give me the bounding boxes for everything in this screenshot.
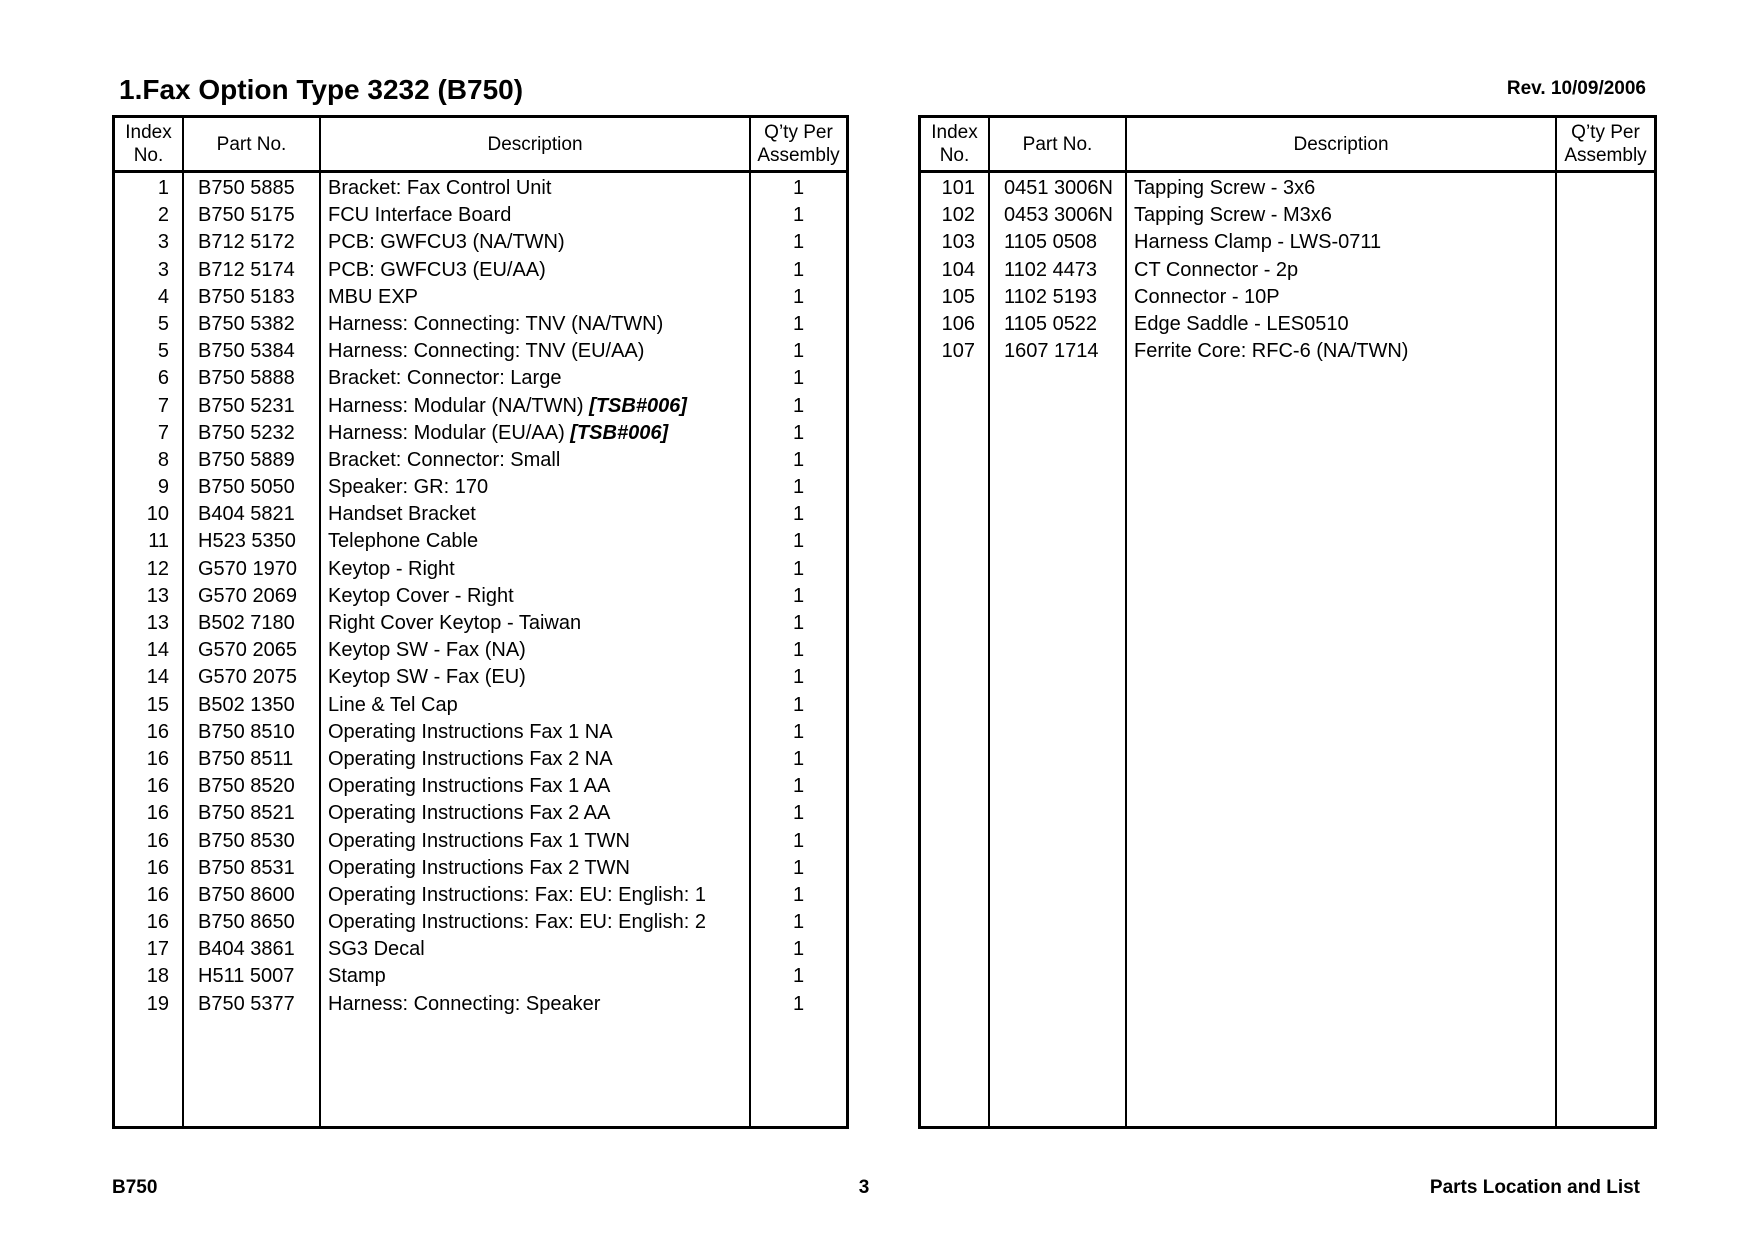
table-row <box>115 418 846 445</box>
index-cell: 12 <box>146 557 169 580</box>
part-number-cell: B750 8521 <box>198 802 295 825</box>
index-cell: 5 <box>157 312 169 335</box>
part-number-cell: B750 8530 <box>198 829 295 852</box>
description-cell <box>328 639 526 662</box>
part-number-cell: B750 5175 <box>198 204 295 227</box>
description-cell <box>328 367 561 390</box>
table-row <box>115 798 846 825</box>
description-cell <box>328 612 581 635</box>
index-cell: 8 <box>157 448 169 471</box>
quantity-cell: 1 <box>792 421 805 444</box>
index-cell: 16 <box>146 802 169 825</box>
footer-model: B750 <box>112 1177 158 1198</box>
tsb-reference: [TSB#006] <box>589 394 687 417</box>
revision-date: Rev. 10/09/2006 <box>1506 78 1646 99</box>
part-number-cell: B502 1350 <box>198 693 295 716</box>
quantity-cell: 1 <box>792 177 805 199</box>
quantity-cell: 1 <box>792 938 805 961</box>
quantity-cell: 1 <box>792 448 805 471</box>
description-cell <box>328 965 386 988</box>
table-row <box>115 499 846 526</box>
index-cell: 14 <box>146 666 169 689</box>
index-cell: 3 <box>157 258 169 281</box>
description-cell <box>328 204 511 227</box>
description-text: Operating Instructions: Fax: EU: English: 2 <box>328 911 706 934</box>
description-text: Bracket: Connector: Large <box>328 367 562 390</box>
table-row <box>115 853 846 880</box>
part-number-cell: B750 5384 <box>198 340 295 363</box>
description-text: Operating Instructions Fax 1 TWN <box>328 829 630 852</box>
description-text: Tapping Screw - 3x6 <box>1134 177 1316 199</box>
index-cell: 1 <box>157 177 169 199</box>
index-cell: 7 <box>157 421 169 444</box>
index-cell: 16 <box>146 775 169 798</box>
description-cell <box>328 857 630 880</box>
quantity-cell: 1 <box>792 312 805 335</box>
table-row <box>921 309 1654 336</box>
table-row <box>115 581 846 608</box>
table-row <box>921 336 1654 363</box>
index-cell: 11 <box>148 530 169 553</box>
description-text: Keytop SW - Fax (EU) <box>328 666 526 689</box>
description-cell <box>328 530 478 553</box>
table-row <box>115 826 846 853</box>
description-text: CT Connector - 2p <box>1134 258 1299 281</box>
part-number-cell: B750 8531 <box>198 856 295 879</box>
index-cell: 7 <box>157 394 169 417</box>
description-cell <box>328 666 526 689</box>
description-cell <box>1134 313 1349 336</box>
description-cell <box>328 938 425 961</box>
index-cell: 5 <box>157 340 169 363</box>
description-text: Ferrite Core: RFC-6 (NA/TWN) <box>1134 340 1409 363</box>
part-number-cell: B750 5183 <box>198 285 295 308</box>
description-text: Harness: Modular (EU/AA) <box>328 421 571 444</box>
table-row <box>115 173 846 200</box>
description-text: Right Cover Keytop - Taiwan <box>328 612 582 634</box>
table-row <box>115 445 846 472</box>
description-text: Handset Bracket <box>328 503 476 526</box>
description-cell <box>328 177 551 200</box>
table-row <box>115 608 846 635</box>
part-number-cell: B750 8600 <box>198 883 295 906</box>
quantity-cell: 1 <box>792 747 805 770</box>
description-cell <box>1134 204 1332 227</box>
quantity-cell: 1 <box>792 911 805 934</box>
description-text: Operating Instructions: Fax: EU: English: 1 <box>328 883 706 906</box>
description-text: Tapping Screw - M3x6 <box>1134 204 1332 227</box>
footer-section: Parts Location and List <box>1429 1177 1640 1198</box>
description-text: Operating Instructions Fax 2 TWN <box>328 856 630 879</box>
table-row <box>115 282 846 309</box>
table-row <box>115 635 846 662</box>
table-row <box>115 227 846 254</box>
header-part-no: Part No. <box>216 133 287 155</box>
quantity-cell: 1 <box>792 503 805 526</box>
description-cell <box>328 694 458 717</box>
description-cell <box>328 721 613 744</box>
header-description: Description <box>487 133 583 155</box>
description-cell <box>328 259 546 282</box>
description-text: Operating Instructions Fax 2 AA <box>328 802 611 825</box>
part-number-cell: 0453 3006N <box>1004 204 1113 227</box>
table-row <box>921 200 1654 227</box>
part-number-cell: B712 5174 <box>198 258 295 281</box>
index-cell: 10 <box>146 503 169 526</box>
header-qty-line1: Q’ty Per <box>764 122 833 143</box>
description-cell <box>328 585 514 608</box>
header-qty-line1: Q’ty Per <box>1571 122 1640 143</box>
part-number-cell: B750 5889 <box>198 448 295 471</box>
part-number-cell: B750 5050 <box>198 476 295 499</box>
part-number-cell: G570 2065 <box>198 639 297 662</box>
quantity-cell: 1 <box>792 992 805 1015</box>
part-number-cell: B750 5382 <box>198 312 295 335</box>
description-text: Harness: Connecting: TNV (EU/AA) <box>328 340 645 363</box>
table-row <box>115 554 846 581</box>
quantity-cell: 1 <box>792 883 805 906</box>
part-number-cell: B502 7180 <box>198 612 295 634</box>
description-cell <box>328 830 630 853</box>
description-text: Keytop SW - Fax (NA) <box>328 639 526 662</box>
part-number-cell: G570 2075 <box>198 666 297 689</box>
part-number-cell: H523 5350 <box>198 530 296 553</box>
description-cell <box>328 422 668 445</box>
index-cell: 19 <box>146 992 169 1015</box>
index-cell: 16 <box>146 720 169 743</box>
index-cell: 102 <box>941 204 975 227</box>
footer-page-number: 3 <box>858 1177 870 1198</box>
description-cell <box>328 884 706 907</box>
part-number-cell: G570 1970 <box>198 557 297 580</box>
quantity-cell: 1 <box>792 856 805 879</box>
description-cell <box>1134 231 1381 254</box>
description-text: Bracket: Fax Control Unit <box>328 177 552 199</box>
description-text: Operating Instructions Fax 1 AA <box>328 775 611 798</box>
table-row <box>921 173 1654 200</box>
header-index-line2: No. <box>133 145 164 166</box>
description-cell <box>328 449 560 472</box>
index-cell: 15 <box>146 693 169 716</box>
quantity-cell: 1 <box>792 612 805 634</box>
description-cell <box>328 395 687 418</box>
table-row <box>115 744 846 771</box>
index-cell: 16 <box>146 829 169 852</box>
description-text: PCB: GWFCU3 (NA/TWN) <box>328 231 565 254</box>
index-cell: 13 <box>146 584 169 607</box>
description-text: Operating Instructions Fax 1 NA <box>328 720 613 743</box>
table-row <box>921 282 1654 309</box>
header-part-no: Part No. <box>1022 133 1093 155</box>
index-cell: 107 <box>941 340 975 363</box>
part-number-cell: 0451 3006N <box>1004 177 1113 199</box>
part-number-cell: 1607 1714 <box>1004 340 1099 363</box>
description-text: Harness Clamp - LWS-0711 <box>1134 231 1382 254</box>
table-row <box>115 363 846 390</box>
description-cell <box>328 775 610 798</box>
table-row <box>115 907 846 934</box>
quantity-cell: 1 <box>792 639 805 662</box>
header-qty <box>1557 118 1654 170</box>
part-number-cell: B750 8510 <box>198 720 295 743</box>
index-cell: 103 <box>941 231 975 254</box>
description-text: Bracket: Connector: Small <box>328 448 561 471</box>
quantity-cell: 1 <box>792 693 805 716</box>
part-number-cell: B404 5821 <box>198 503 295 526</box>
description-cell <box>1134 286 1280 309</box>
index-cell: 6 <box>157 367 169 390</box>
description-cell <box>328 911 706 934</box>
part-number-cell: 1102 4473 <box>1004 258 1098 281</box>
parts-rows-right <box>921 173 1654 363</box>
part-number-cell: B404 3861 <box>198 938 295 961</box>
quantity-cell: 1 <box>792 367 805 390</box>
description-cell <box>328 558 455 581</box>
part-number-cell: B712 5172 <box>198 231 295 254</box>
table-row <box>115 200 846 227</box>
header-description: Description <box>1293 133 1389 155</box>
description-text: Operating Instructions Fax 2 NA <box>328 747 613 770</box>
description-cell <box>328 313 663 336</box>
header-index-line1: Index <box>125 122 172 143</box>
index-cell: 14 <box>146 639 169 662</box>
table-row <box>115 880 846 907</box>
part-number-cell: B750 5888 <box>198 367 295 390</box>
header-qty-line2: Assembly <box>1564 145 1647 166</box>
index-cell: 13 <box>146 612 169 634</box>
parts-table-left <box>112 115 849 1129</box>
table-row <box>115 989 846 1016</box>
quantity-cell: 1 <box>792 258 805 281</box>
description-text: Connector - 10P <box>1134 285 1280 308</box>
part-number-cell: B750 8650 <box>198 911 295 934</box>
description-cell <box>328 286 418 309</box>
quantity-cell: 1 <box>792 340 805 363</box>
description-text: PCB: GWFCU3 (EU/AA) <box>328 258 546 281</box>
description-cell <box>328 993 600 1016</box>
description-cell <box>1134 259 1298 282</box>
description-text: SG3 Decal <box>328 938 425 961</box>
part-number-cell: B750 8511 <box>198 747 294 770</box>
table-row <box>115 526 846 553</box>
description-text: FCU Interface Board <box>328 204 512 227</box>
table-row <box>115 662 846 689</box>
quantity-cell: 1 <box>792 231 805 254</box>
part-number-cell: G570 2069 <box>198 584 297 607</box>
quantity-cell: 1 <box>792 666 805 689</box>
description-text: Telephone Cable <box>328 530 479 553</box>
description-cell <box>1134 340 1408 363</box>
description-cell <box>1134 177 1315 200</box>
index-cell: 106 <box>941 312 975 335</box>
table-row <box>115 771 846 798</box>
table-row <box>115 391 846 418</box>
index-cell: 18 <box>146 965 169 988</box>
part-number-cell: B750 5377 <box>198 992 295 1015</box>
tsb-reference: [TSB#006] <box>570 421 669 444</box>
part-number-cell: B750 8520 <box>198 775 295 798</box>
quantity-cell: 1 <box>792 394 805 417</box>
quantity-cell: 1 <box>792 204 805 227</box>
description-cell <box>328 476 488 499</box>
index-cell: 16 <box>146 747 169 770</box>
index-cell: 9 <box>157 476 169 499</box>
table-row <box>115 690 846 717</box>
description-cell <box>328 802 610 825</box>
index-cell: 105 <box>941 285 975 308</box>
table-row <box>115 717 846 744</box>
description-cell <box>328 748 613 771</box>
header-index-line2: No. <box>939 145 970 166</box>
description-text: Harness: Connecting: TNV (NA/TWN) <box>328 312 664 335</box>
table-row <box>115 961 846 988</box>
description-text: Line & Tel Cap <box>328 693 458 716</box>
table-row <box>921 255 1654 282</box>
index-cell: 17 <box>146 938 169 961</box>
index-cell: 3 <box>157 231 169 254</box>
part-number-cell: 1105 0508 <box>1004 231 1098 254</box>
table-row <box>115 472 846 499</box>
quantity-cell: 1 <box>792 584 805 607</box>
quantity-cell: 1 <box>792 802 805 825</box>
part-number-cell: 1105 0522 <box>1004 312 1098 335</box>
description-text: Edge Saddle - LES0510 <box>1134 312 1349 335</box>
table-row <box>115 336 846 363</box>
part-number-cell: H511 5007 <box>198 965 295 988</box>
part-number-cell: B750 5231 <box>198 394 295 417</box>
header-index <box>921 118 988 170</box>
index-cell: 16 <box>146 883 169 906</box>
page-title: 1.Fax Option Type 3232 (B750) <box>119 74 524 105</box>
description-text: Harness: Modular (NA/TWN) <box>328 394 590 417</box>
quantity-cell: 1 <box>792 476 805 499</box>
table-row <box>115 934 846 961</box>
quantity-cell: 1 <box>792 530 805 553</box>
part-number-cell: B750 5885 <box>198 177 295 199</box>
table-row <box>115 309 846 336</box>
description-text: Harness: Connecting: Speaker <box>328 992 601 1015</box>
part-number-cell: B750 5232 <box>198 421 295 444</box>
description-cell <box>328 231 565 254</box>
index-cell: 101 <box>941 177 975 199</box>
description-text: Keytop - Right <box>328 557 455 580</box>
part-number-cell: 1102 5193 <box>1004 285 1098 308</box>
quantity-cell: 1 <box>792 829 805 852</box>
index-cell: 16 <box>146 911 169 934</box>
description-text: Speaker: GR: 170 <box>328 476 489 499</box>
header-qty <box>751 118 846 170</box>
table-row <box>921 227 1654 254</box>
index-cell: 16 <box>146 856 169 879</box>
quantity-cell: 1 <box>792 775 805 798</box>
table-row <box>115 255 846 282</box>
header-qty-line2: Assembly <box>757 145 840 166</box>
parts-table-right <box>918 115 1657 1129</box>
parts-rows-left <box>115 173 846 1016</box>
header-index-line1: Index <box>931 122 978 143</box>
description-cell <box>328 503 476 526</box>
index-cell: 104 <box>941 258 975 281</box>
quantity-cell: 1 <box>792 965 805 988</box>
description-text: Stamp <box>328 965 386 988</box>
index-cell: 2 <box>157 204 169 227</box>
description-cell <box>328 340 644 363</box>
quantity-cell: 1 <box>792 285 805 308</box>
description-text: MBU EXP <box>328 285 419 308</box>
index-cell: 4 <box>157 285 169 308</box>
quantity-cell: 1 <box>792 557 805 580</box>
description-text: Keytop Cover - Right <box>328 584 514 607</box>
header-index <box>115 118 182 170</box>
quantity-cell: 1 <box>792 720 805 743</box>
